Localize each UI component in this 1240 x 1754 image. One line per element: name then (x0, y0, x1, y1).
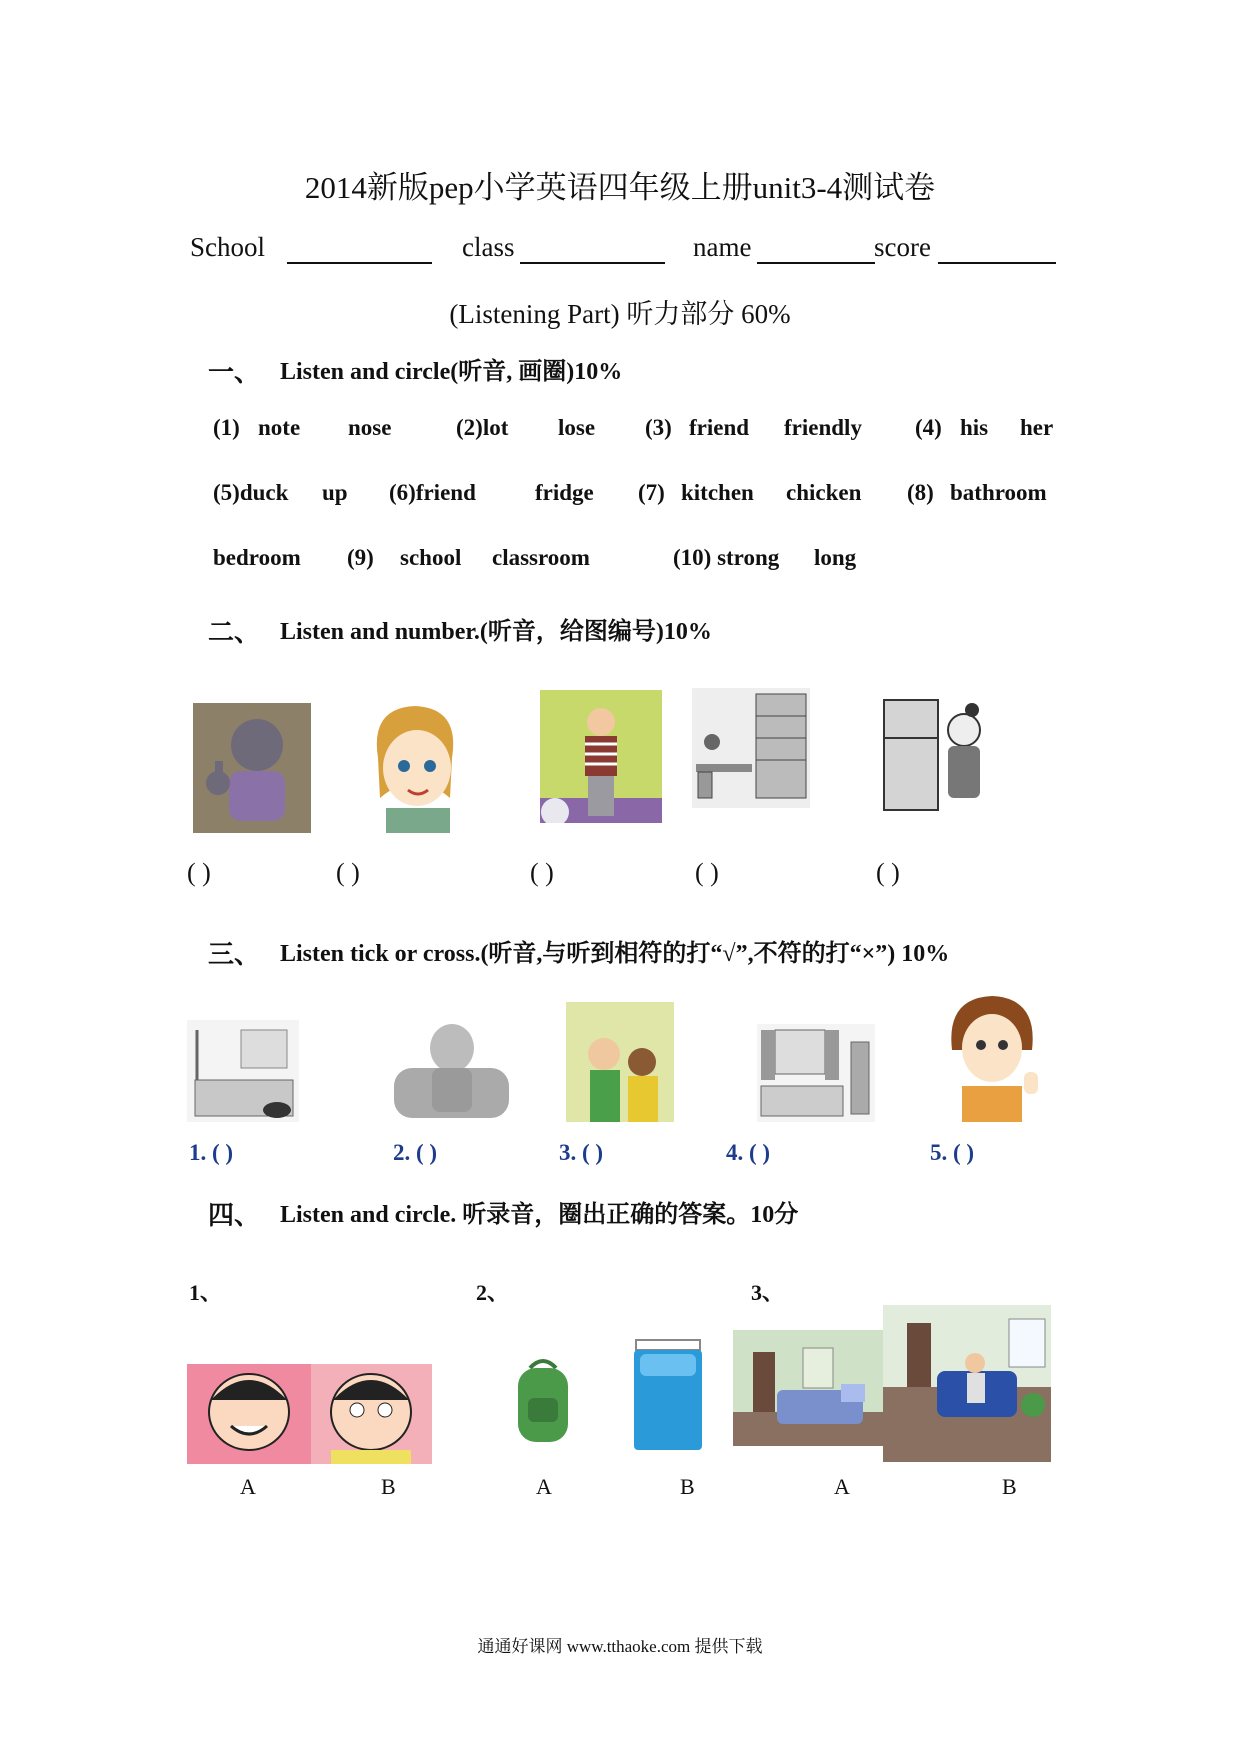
number-answer-paren[interactable]: ( ) (187, 858, 211, 887)
thumbs-up-kid-picture (193, 703, 311, 833)
word[interactable]: (5)duck (213, 480, 289, 505)
number-answer-paren[interactable]: ( ) (876, 858, 900, 887)
section-4-heading: Listen and circle. 听录音，圈出正确的答案。10分 (280, 1202, 799, 1228)
word[interactable]: lose (558, 415, 596, 440)
question-number: 3、 (751, 1280, 785, 1305)
score-field[interactable] (938, 238, 1056, 264)
blue-bed-picture[interactable] (632, 1338, 704, 1452)
score-label: score (874, 232, 931, 262)
study-room-picture (692, 688, 810, 808)
girl-at-fridge-picture (876, 690, 994, 815)
two-boys-picture (566, 1002, 674, 1122)
girl-on-sofa-picture (388, 1018, 515, 1124)
word[interactable]: friend (689, 415, 750, 440)
word: (9) (347, 545, 374, 570)
option-label-b: B (680, 1474, 695, 1499)
tick-cross-answer[interactable]: 5. ( ) (930, 1140, 975, 1165)
name-field[interactable] (757, 238, 875, 264)
word[interactable]: classroom (492, 545, 590, 570)
word[interactable]: friendly (784, 415, 862, 440)
word: (4) (915, 415, 942, 440)
word: (7) (638, 480, 665, 505)
word: (3) (645, 415, 672, 440)
number-answer-paren[interactable]: ( ) (530, 858, 554, 887)
word[interactable]: bathroom (950, 480, 1047, 505)
word[interactable]: up (322, 480, 348, 505)
section-4-number: 四、 (208, 1201, 261, 1230)
tick-cross-answer[interactable]: 4. ( ) (726, 1140, 771, 1165)
word[interactable]: note (258, 415, 301, 440)
two-girls-faces-picture[interactable] (187, 1364, 432, 1464)
word[interactable]: his (960, 415, 989, 440)
word[interactable]: nose (348, 415, 392, 440)
section-1-number: 一、 (208, 358, 261, 387)
word[interactable]: her (1020, 415, 1054, 440)
waving-girl-picture (940, 990, 1044, 1122)
footer-text: 通通好课网 www.tthaoke.com 提供下载 (477, 1637, 763, 1656)
tick-cross-answer[interactable]: 3. ( ) (559, 1140, 604, 1165)
section-2-heading: Listen and number.(听音，给图编号)10% (280, 619, 712, 645)
section-2-number: 二、 (208, 618, 261, 647)
school-field[interactable] (287, 238, 432, 264)
page-title: 2014新版pep小学英语四年级上册unit3-4测试卷 (304, 170, 936, 205)
word[interactable]: long (814, 545, 857, 570)
word: (1) (213, 415, 240, 440)
question-number: 2、 (476, 1280, 510, 1305)
word[interactable]: (6)friend (389, 480, 476, 505)
option-label-a: A (240, 1474, 256, 1499)
bedroom-scene-picture[interactable] (733, 1330, 885, 1446)
number-answer-paren[interactable]: ( ) (336, 858, 360, 887)
living-room-scene-picture[interactable] (883, 1305, 1051, 1462)
bathroom-sink-picture (187, 1020, 299, 1122)
boy-with-book-picture (540, 690, 662, 823)
schoolbag-picture[interactable] (512, 1354, 574, 1444)
name-label: name (693, 232, 752, 262)
number-answer-paren[interactable]: ( ) (695, 858, 719, 887)
question-number: 1、 (189, 1280, 223, 1305)
section-1-heading: Listen and circle(听音, 画圈)10% (280, 359, 623, 385)
word[interactable]: kitchen (681, 480, 754, 505)
word[interactable]: school (400, 545, 462, 570)
option-label-a: A (536, 1474, 552, 1499)
class-field[interactable] (520, 238, 665, 264)
school-label: School (190, 232, 266, 262)
option-label-b: B (1002, 1474, 1017, 1499)
word: (8) (907, 480, 934, 505)
word[interactable]: (2)lot (456, 415, 509, 440)
class-label: class (462, 232, 515, 262)
word[interactable]: fridge (535, 480, 594, 505)
girl-face-picture (360, 698, 470, 833)
tick-cross-answer[interactable]: 1. ( ) (189, 1140, 234, 1165)
section-3-heading: Listen tick or cross.(听音,与听到相符的打“√”,不符的打“×”) 10% (280, 941, 950, 967)
word[interactable]: bedroom (213, 545, 301, 570)
section-3-number: 三、 (208, 940, 261, 969)
option-label-a: A (834, 1474, 850, 1499)
tick-cross-answer[interactable]: 2. ( ) (393, 1140, 438, 1165)
option-label-b: B (381, 1474, 396, 1499)
word[interactable]: (10) strong (673, 545, 780, 570)
word[interactable]: chicken (786, 480, 862, 505)
listening-part-subtitle: (Listening Part) 听力部分 60% (449, 299, 791, 329)
bedroom-window-picture (757, 1024, 875, 1122)
